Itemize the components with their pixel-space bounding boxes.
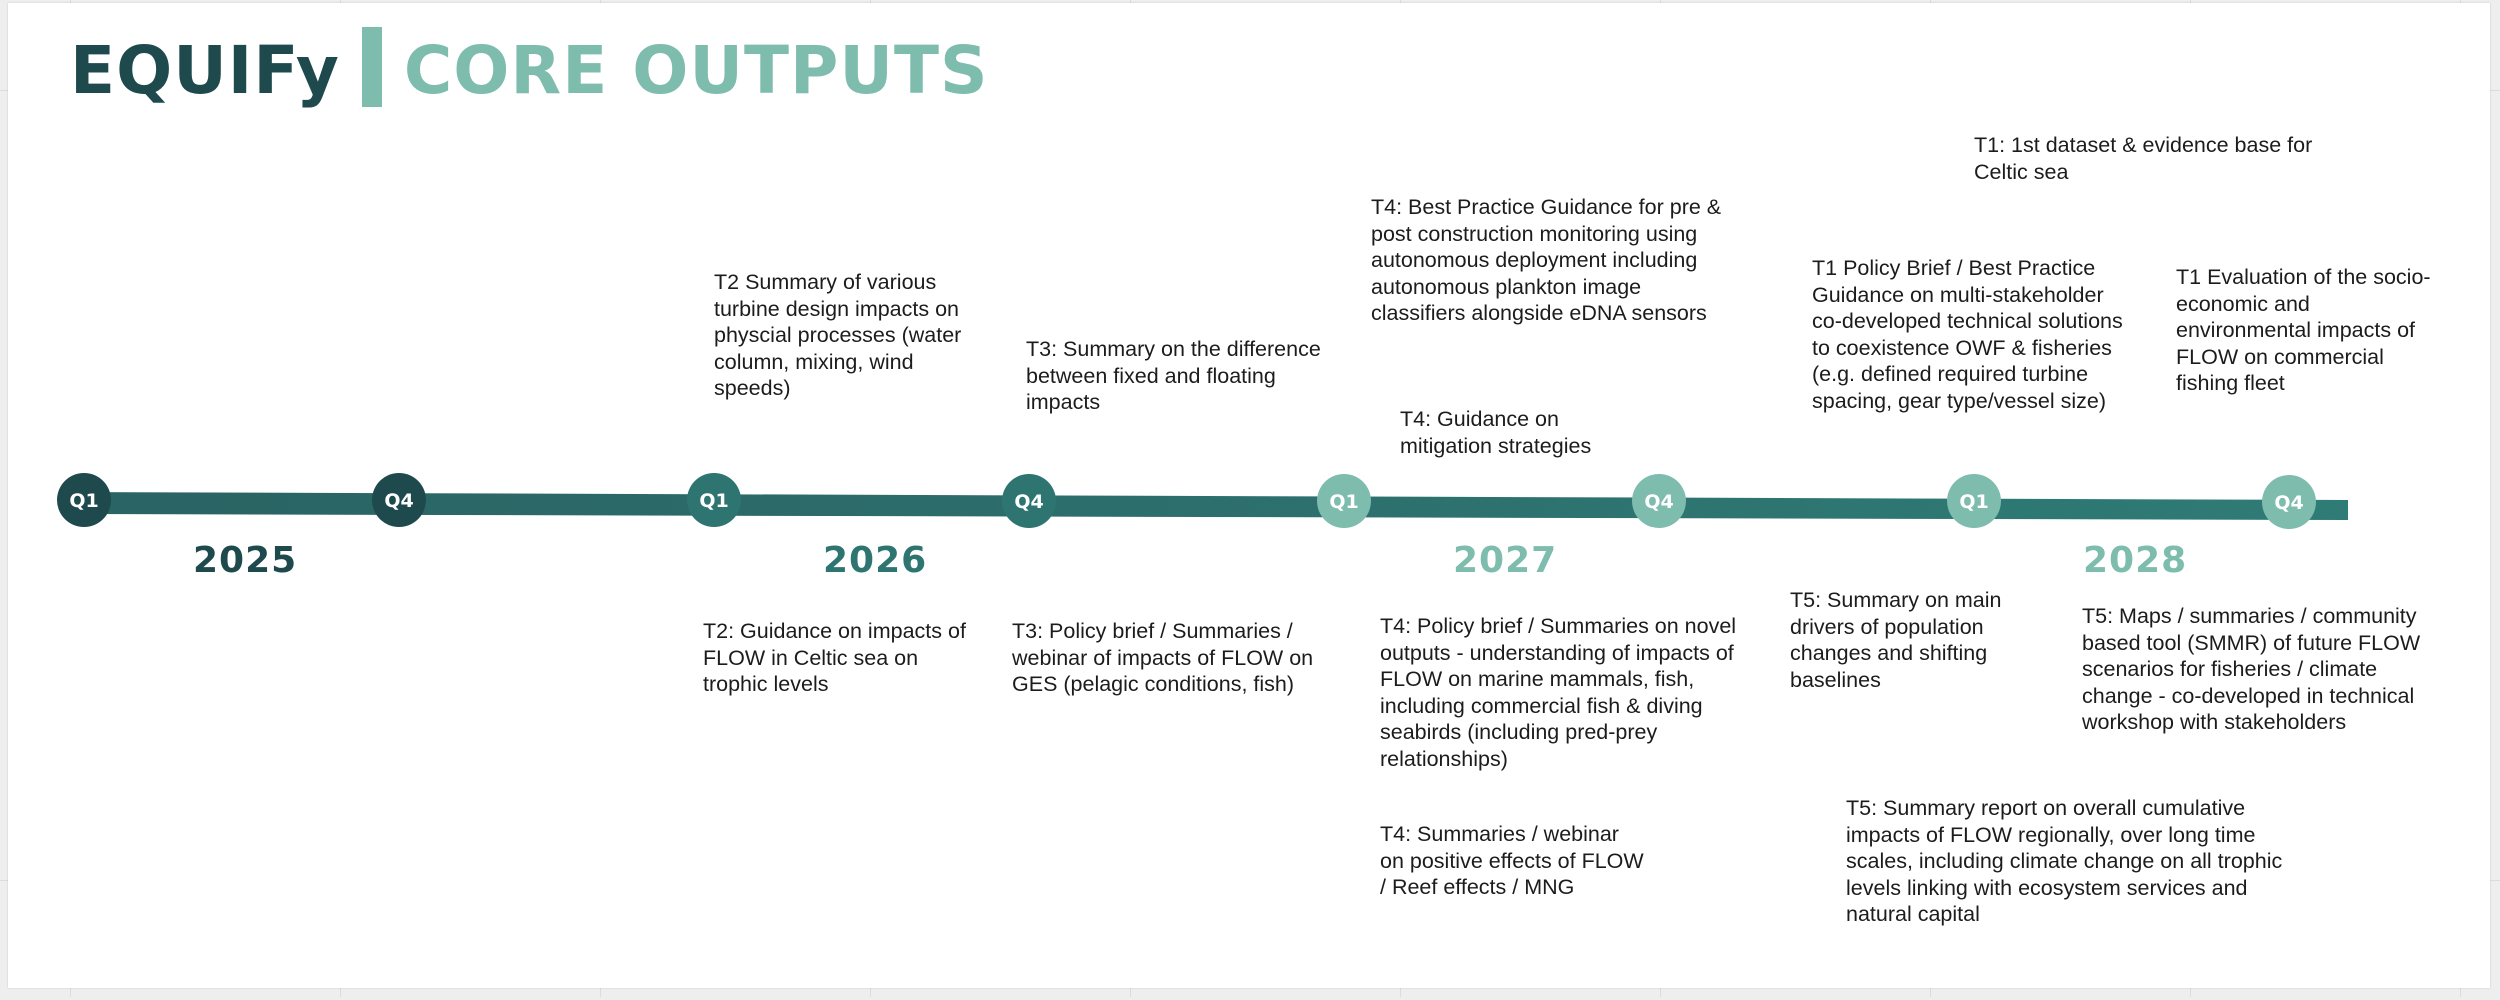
milestone-q4-2026: [1002, 474, 1056, 528]
quarter-label: Q4: [1014, 491, 1044, 513]
quarter-label: Q4: [2274, 492, 2304, 514]
output-item: T5: Summary on main drivers of population changes and shifting baselines: [1790, 588, 2002, 692]
milestone-q1-2026: [687, 473, 741, 527]
year-label: 2025: [193, 540, 298, 581]
slide: [8, 3, 2490, 988]
output-item: T1 Policy Brief / Best Practice Guidance on multi-stakeholder co-developed technical solutions to coexistence OWF & fisheries (e.g. defined required turbine spacing, gear type/vessel size): [1812, 256, 2123, 413]
quarter-label: Q1: [1329, 491, 1359, 513]
output-item: T4: Guidance on mitigation strategies: [1400, 407, 1592, 458]
output-item: T4: Summaries / webinar on positive effects of FLOW / Reef effects / MNG: [1380, 822, 1644, 899]
quarter-label: Q1: [69, 490, 99, 512]
output-item: T2: Guidance on impacts of FLOW in Celtic sea on trophic levels: [703, 619, 966, 696]
quarter-label: Q4: [1644, 491, 1674, 513]
quarter-label: Q4: [384, 490, 414, 512]
output-item: T1: 1st dataset & evidence base for Celtic sea: [1974, 133, 2313, 184]
year-label: 2028: [2083, 540, 2188, 581]
output-item: T3: Summary on the difference between fixed and floating impacts: [1026, 337, 1321, 414]
milestone-q4-2027: [1632, 474, 1686, 528]
output-item: T4: Best Practice Guidance for pre & post construction monitoring using autonomous deployment including autonomous plankton image classifiers alongside eDNA sensors: [1371, 195, 1722, 325]
output-item: T3: Policy brief / Summaries / webinar of impacts of FLOW on GES (pelagic conditions, fish): [1012, 619, 1314, 696]
milestone-q4-2025: [372, 473, 426, 527]
milestone-q1-2028: [1947, 474, 2001, 528]
milestone-q1-2027: [1317, 474, 1371, 528]
output-item: T1 Evaluation of the socio-economic and environmental impacts of FLOW on commercial fishing fleet: [2176, 265, 2431, 395]
year-label: 2026: [823, 540, 928, 581]
subtitle: CORE OUTPUTS: [403, 32, 989, 109]
output-item: T2 Summary of various turbine design impacts on physcial processes (water column, mixing, wind speeds): [714, 270, 962, 400]
output-item: T5: Maps / summaries / community based tool (SMMR) of future FLOW scenarios for fisheries / climate change - co-developed in technical workshop with stakeholders: [2082, 604, 2421, 734]
milestone-q1-2025: [57, 473, 111, 527]
quarter-label: Q1: [699, 490, 729, 512]
brand-title: EQUIFy: [70, 32, 340, 109]
output-item: T5: Summary report on overall cumulative impacts of FLOW regionally, over long time scales, including climate change on all trophic levels linking with ecosystem services and natural capital: [1846, 796, 2283, 926]
output-item: T4: Policy brief / Summaries on novel outputs - understanding of impacts of FLOW on marine mammals, fish, including commercial fish & diving seabirds (including pred-prey relationships): [1380, 614, 1737, 771]
quarter-label: Q1: [1959, 491, 1989, 513]
milestone-q4-2028: [2262, 475, 2316, 529]
year-label: 2027: [1453, 540, 1558, 581]
